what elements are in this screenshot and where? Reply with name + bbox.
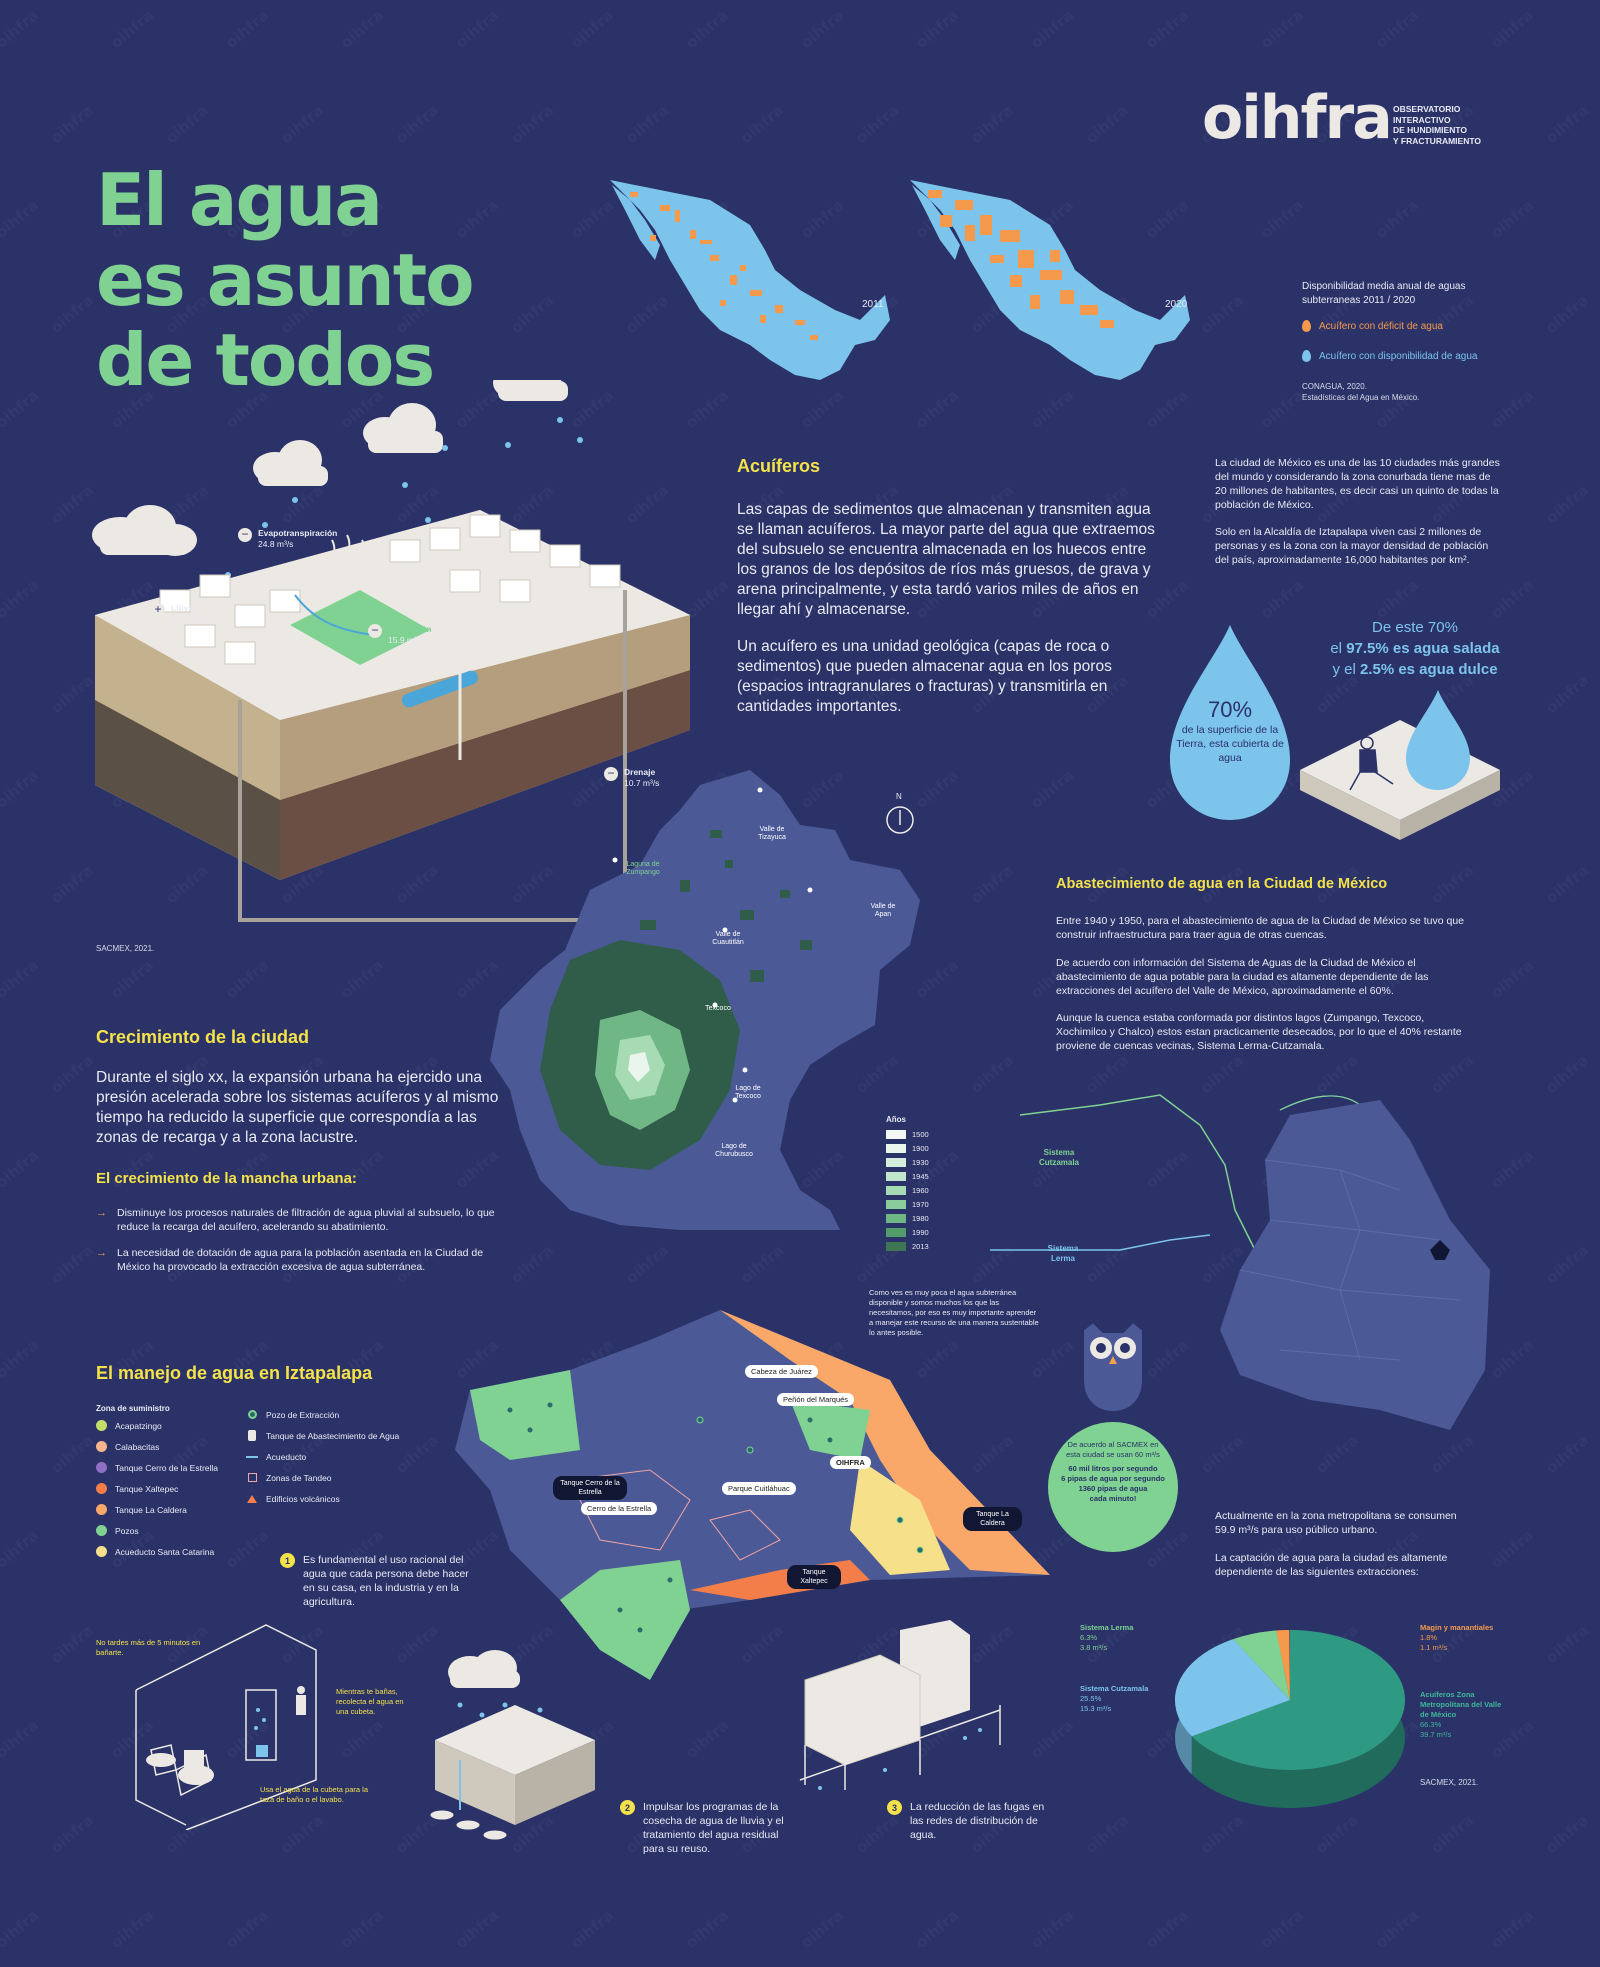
map-label-churubusco: Lago de Churubusco (715, 1143, 753, 1158)
watermark-text (47, 1051, 97, 1097)
aquifer-legend-title: Disponibilidad media anual de aguas subterraneas 2011 / 2020 (1302, 281, 1466, 306)
year-legend-row (886, 1183, 929, 1197)
drop-icon (1302, 350, 1311, 362)
zone-legend-row (96, 1436, 218, 1457)
number-three-icon: 3 (887, 1800, 902, 1815)
bath-note-2: Mientras te bañas, recolecta el agua en una cubeta. (336, 1687, 404, 1716)
watermark-text (0, 1526, 42, 1572)
watermark-text (452, 1906, 502, 1952)
iztapalapa-title: El manejo de agua en Iztapalapa (96, 1363, 373, 1383)
watermark-text (1427, 1811, 1477, 1857)
legend-available: Acuífero con disponibilidad de agua (1302, 350, 1477, 362)
iztapalapa-note: Como ves es muy poca el agua subterránea disponible y somos muchos los que las necesitamos, por eso es muy importante aprender a manejar este recurso de una manera sustentable lo antes posible. (869, 1288, 1039, 1337)
watermark-text (622, 101, 672, 147)
tandeo-icon (248, 1473, 257, 1482)
watermark-text (1542, 481, 1592, 527)
extraction-label: − Extracción 15.9 m³/s (368, 624, 431, 646)
zone-swatch (96, 1504, 107, 1515)
map-label-tizayuca: Valle de Tizayuca (758, 826, 786, 841)
watermark-text (0, 6, 42, 52)
year-2020-label: 2020 (1165, 299, 1188, 310)
zone-swatch (96, 1462, 107, 1473)
watermark-text (337, 956, 387, 1002)
owl-fact-circle: De acuerdo al SACMEX en esta ciudad se usan 60 m³/s 60 mil litros por segundo 6 pipas de agua por segundo 1360 pipas de agua cada minuto! (1048, 1422, 1178, 1552)
label-penon-marques: Peñón del Marqués (777, 1393, 854, 1406)
zone-label: Tanque Cerro de la Estrella (115, 1462, 219, 1473)
zone-swatch (96, 1525, 107, 1536)
watermark-text (1257, 576, 1307, 622)
year-legend-row (886, 1197, 929, 1211)
growth-bullets (96, 1206, 496, 1286)
well-icon (248, 1410, 257, 1419)
watermark-text (1142, 6, 1192, 52)
zone-label: Tanque Xaltepec (115, 1483, 179, 1494)
year-swatch (886, 1186, 906, 1195)
watermark-text (1487, 386, 1537, 432)
north-arrow-label: N (896, 792, 902, 801)
watermark-text (967, 101, 1017, 147)
year-label: 1500 (912, 1129, 929, 1139)
year-swatch (886, 1228, 906, 1237)
zone-swatch (96, 1483, 107, 1494)
salt-fresh-text: De este 70% el 97.5% es agua salada y el 2.5% es agua dulce (1330, 619, 1500, 678)
watermark-text (162, 101, 212, 147)
watermark-text (277, 101, 327, 147)
label-cerro-estrella: Cerro de la Estrella (581, 1502, 657, 1515)
infra-label: Pozo de Extracción (266, 1409, 340, 1420)
rain-label: + Lluvia 45.3 m³/s (151, 603, 206, 625)
minus-icon: − (604, 767, 618, 781)
evapotranspiration-label: − Evapotranspiración 24.8 m³/s (238, 528, 337, 550)
legend-deficit: Acuífero con déficit de agua (1302, 320, 1443, 332)
watermark-text (797, 6, 847, 52)
aquifer-source: CONAGUA, 2020. Estadísticas del Agua en México. (1302, 382, 1420, 402)
tip-2: 2 Impulsar los programas de la cosecha de agua de lluvia y el tratamiento del agua residual para su reuso. (620, 1800, 790, 1856)
tip-3: 3 La reducción de las fugas en las redes de distribución de agua. (887, 1800, 1057, 1842)
infrastructure-legend (246, 1404, 399, 1509)
watermark-text (1027, 6, 1077, 52)
growth-title: Crecimiento de la ciudad (96, 1027, 310, 1047)
watermark-text (107, 956, 157, 1002)
supply-paragraph-3: Aunque la cuenca estaba conformada por distintos lagos (Zumpango, Texcoco, Xochimilco y Chalco) estos estan practicamente desecados, por lo que el 40% restante proviene de cuencas vecinas, Sistema Lerma-Cutzamala. (1056, 1012, 1462, 1052)
infra-label: Edificios volcánicos (266, 1493, 340, 1504)
pie-label-lerma: Sistema Lerma 6.3% 3.8 m³/s (1080, 1623, 1134, 1652)
volcano-icon (247, 1495, 257, 1503)
city-facts-paragraph-2: Solo en la Alcaldía de Iztapalapa viven casi 2 millones de personas y es la zona con la mayor densidad de población del país, aproximadamente 16,000 habitantes por km². (1215, 526, 1489, 566)
zone-label: Acueducto Santa Catarina (115, 1546, 215, 1557)
bath-note-1: No tardes más de 5 minutos en bañarte. (96, 1638, 201, 1657)
watermark-text (852, 101, 902, 147)
pie-label-acuiferos: Acuíferos Zona Metropolitana del Valle de México 66.3% 39.7 m³/s (1420, 1690, 1502, 1739)
map-label-zumpango: Laguna de Zumpango (626, 861, 660, 876)
page-title: El agua es asunto de todos (96, 158, 473, 402)
watermark-text (1372, 196, 1422, 242)
watermark-text (1542, 861, 1592, 907)
watermark-text (452, 6, 502, 52)
zone-label: Pozos (115, 1525, 139, 1536)
watermark-text (107, 6, 157, 52)
watermark-text (1372, 576, 1422, 622)
watermark-text (1257, 386, 1307, 432)
map-label-apan: Valle de Apan (870, 903, 896, 918)
arrow-right-icon: → (96, 1247, 107, 1259)
watermark-text (912, 6, 962, 52)
aquifers-title: Acuíferos (737, 456, 821, 476)
watermark-text (1027, 766, 1077, 812)
year-label: 1945 (912, 1171, 929, 1181)
infra-legend-row (246, 1446, 399, 1467)
watermark-text (682, 6, 732, 52)
mexico-aquifer-maps (600, 170, 1220, 410)
cutzamala-label: Sistema Cutzamala (1038, 1148, 1079, 1167)
label-cabeza-juarez: Cabeza de Juárez (745, 1365, 818, 1378)
aquifers-paragraph-1: Las capas de sedimentos que almacenan y transmiten agua se llaman acuíferos. La mayor parte del agua que extraemos del subsuelo se encuentra almacenada en los huecos entre los granos de los depósitos de ríos más gruesos, de grava y arena principalmente, y esta tardó varios miles de años en llegar ahí y almacenarse. (737, 501, 1155, 618)
zone-swatch (96, 1546, 107, 1557)
label-tanque-xaltepec: Tanque Xaltepec (787, 1565, 841, 1589)
watermark-text (1542, 1431, 1592, 1477)
year-label: 1930 (912, 1157, 929, 1167)
year-swatch (886, 1158, 906, 1167)
watermark-text (507, 1241, 557, 1287)
watermark-text (0, 386, 42, 432)
map-label-lago-texcoco: Lago de Texcoco (735, 1085, 761, 1100)
watermark-text (47, 1431, 97, 1477)
watermark-text (0, 1716, 42, 1762)
year-legend-row (886, 1211, 929, 1225)
watermark-text (682, 1716, 732, 1762)
water-source-pie-chart (1160, 1610, 1420, 1830)
watermark-text (1542, 291, 1592, 337)
city-facts-paragraph-1: La ciudad de México es una de las 10 ciudades más grandes del mundo y considerando la zona conurbada tiene mas de 20 millones de habitantes, es decir casi un quinto de todas la población de México. (1215, 457, 1500, 511)
year-legend-row (886, 1169, 929, 1183)
growth-bullet: → Disminuye los procesos naturales de filtración de agua pluvial al subsuelo, lo que reduce la recarga del acuífero, acelerando su abatimiento. (96, 1207, 495, 1233)
watermark-text (567, 6, 617, 52)
watermark-text (1542, 1811, 1592, 1857)
zone-legend: Zona de suministro Acapatzingo Calabacitas Tanque Cerro de la Estrella Tanque Xaltepec Tanque La Caldera Pozos Acueducto Santa Catarina (96, 1404, 218, 1562)
watermark-text (1487, 1906, 1537, 1952)
label-tanque-caldera: Tanque La Caldera (963, 1507, 1022, 1531)
watermark-text (1257, 196, 1307, 242)
infra-label: Tanque de Abastecimiento de Agua (266, 1430, 400, 1441)
watermark-text (912, 1906, 962, 1952)
rainwater-harvest-illustration (420, 1650, 610, 1850)
drop-70-text: 70% de la superficie de la Tierra, esta cubierta de agua (1176, 697, 1284, 764)
watermark-text (1142, 1906, 1192, 1952)
number-two-icon: 2 (620, 1800, 635, 1815)
urban-growth-map (480, 770, 1020, 1240)
watermark-text (737, 101, 787, 147)
infra-legend-row (246, 1488, 399, 1509)
drainage-label: − Drenaje 10.7 m³/s (604, 767, 659, 789)
watermark-text (1027, 1906, 1077, 1952)
minus-icon: − (368, 624, 382, 638)
year-legend-row (886, 1155, 929, 1169)
zone-swatch (96, 1420, 107, 1431)
watermark-text (0, 196, 42, 242)
infra-label: Zonas de Tandeo (266, 1472, 332, 1483)
watermark-text (47, 1241, 97, 1287)
infra-legend-row (246, 1404, 399, 1425)
supply-title: Abastecimiento de agua en la Ciudad de México (1056, 876, 1388, 892)
watermark-text (1487, 196, 1537, 242)
watermark-text (222, 6, 272, 52)
watermark-text (1542, 671, 1592, 717)
watermark-text (47, 101, 97, 147)
zone-legend-row (96, 1478, 218, 1499)
year-legend-row (886, 1239, 929, 1253)
watermark-text (622, 1241, 672, 1287)
number-one-icon: 1 (280, 1553, 295, 1568)
watermark-text (0, 1336, 42, 1382)
year-swatch (886, 1242, 906, 1251)
pie-label-cutzamala: Sistema Cutzamala 25.5% 15.3 m³/s (1080, 1684, 1149, 1713)
map-label-cuautitlan: Valle de Cuautitlán (712, 931, 744, 946)
zone-swatch (96, 1441, 107, 1452)
watermark-text (1257, 6, 1307, 52)
usage-paragraph-1: Actualmente en la zona metropolitana se consumen 59.9 m³/s para uso público urbano. (1215, 1510, 1457, 1536)
usage-paragraph-2: La captación de agua para la ciudad es altamente dependiente de las siguientes extracciones: (1215, 1552, 1448, 1578)
year-label: 1970 (912, 1199, 929, 1209)
watermark-text (1542, 101, 1592, 147)
label-tanque-cerro: Tanque Cerro de la Estrella (553, 1476, 627, 1500)
watermark-text (1027, 1716, 1077, 1762)
watermark-text (0, 956, 42, 1002)
watermark-text (0, 766, 42, 812)
leak-reduction-illustration (790, 1620, 1010, 1790)
year-swatch (886, 1200, 906, 1209)
watermark-text (567, 1906, 617, 1952)
year-swatch (886, 1144, 906, 1153)
aqueduct-icon (246, 1456, 258, 1458)
watermark-text (1542, 1621, 1592, 1667)
infra-legend-row (246, 1467, 399, 1488)
years-legend: Años 1500 1900 1930 1945 1960 1970 1980 1990 2013 (886, 1115, 929, 1253)
year-swatch (886, 1130, 906, 1139)
watermark-text (107, 1906, 157, 1952)
watermark-text (47, 1811, 97, 1857)
watermark-text (507, 101, 557, 147)
watermark-text (682, 1906, 732, 1952)
supply-paragraph-2: De acuerdo con información del Sistema de Aguas de la Ciudad de México el abastecimiento de agua potable para la ciudad es altamente dependiente de las extracciones del acuífero del Valle de México, aproximadamente el 60%. (1056, 957, 1429, 997)
watermark-text (337, 1906, 387, 1952)
watermark-text (0, 1146, 42, 1192)
owl-illustration (1078, 1320, 1148, 1415)
zone-legend-row (96, 1541, 218, 1562)
watermark-text (1082, 101, 1132, 147)
supply-paragraph-1: Entre 1940 y 1950, para el abastecimiento de agua de la Ciudad de México se tuvo que construir infraestructura para traer agua de otras cuencas. (1056, 915, 1465, 941)
watermark-text (47, 1621, 97, 1667)
zone-legend-row (96, 1415, 218, 1436)
year-legend-row (886, 1127, 929, 1141)
zone-label: Tanque La Caldera (115, 1504, 187, 1515)
watermark-text (392, 101, 442, 147)
year-legend-row (886, 1141, 929, 1155)
watermark-text (222, 1526, 272, 1572)
arrow-right-icon: → (96, 1207, 107, 1219)
watermark-text (0, 1906, 42, 1952)
year-legend-row (886, 1225, 929, 1239)
year-label: 2013 (912, 1241, 929, 1251)
watermark-text (1257, 1906, 1307, 1952)
year-label: 1960 (912, 1185, 929, 1195)
cycle-source: SACMEX, 2021. (96, 944, 155, 953)
watermark-text (1487, 6, 1537, 52)
map-label-texcoco: Texcoco (705, 1005, 731, 1012)
watermark-text (337, 6, 387, 52)
mexico-map-2020 (910, 180, 1190, 380)
pie-label-magin: Magin y manantiales 1.8% 1.1 m³/s (1420, 1623, 1494, 1652)
logo-subtitle: OBSERVATORIO INTERACTIVO DE HUNDIMIENTO Y FRACTURAMIENTO (1393, 104, 1481, 146)
growth-bullet: → La necesidad de dotación de agua para la población asentada en la Ciudad de México ha provocado la extracción excesiva de agua subterránea. (96, 1247, 484, 1273)
watermark-text (222, 1906, 272, 1952)
watermark-text (1542, 1051, 1592, 1097)
watermark-text (47, 291, 97, 337)
watermark-text (737, 1241, 787, 1287)
infra-label: Acueducto (266, 1451, 307, 1462)
watermark-text (1082, 1811, 1132, 1857)
watermark-text (797, 1906, 847, 1952)
aquifers-paragraph-2: Un acuífero es una unidad geológica (capas de roca o sedimentos) que pueden almacenar agua en los poros (espacios intragranulares o fracturas) y transmitirla en cantidades importantes. (737, 638, 1112, 715)
growth-paragraph: Durante el siglo xx, la expansión urbana ha ejercido una presión acelerada sobre los sistemas acuíferos y al mismo tiempo ha reducido la superficie que correspondía a las zonas de recarga y a la zona lacustre. (96, 1069, 499, 1146)
year-label: 1990 (912, 1227, 929, 1237)
watermark-text (1542, 1241, 1592, 1287)
watermark-text (0, 576, 42, 622)
drop-icon (1302, 320, 1311, 332)
year-2011-label: 2011 (862, 299, 884, 310)
zone-label: Acapatzingo (115, 1420, 162, 1431)
infra-legend-row (246, 1425, 399, 1446)
watermark-text (1487, 1526, 1537, 1572)
label-parque-cuitlahuac: Parque Cuitláhuac (722, 1482, 796, 1495)
watermark-text (222, 956, 272, 1002)
growth-subtitle: El crecimiento de la mancha urbana: (96, 1170, 357, 1187)
watermark-text (1372, 1906, 1422, 1952)
year-swatch (886, 1172, 906, 1181)
watermark-text (1427, 861, 1477, 907)
plus-icon: + (151, 603, 165, 617)
year-label: 1900 (912, 1143, 929, 1153)
lerma-label: Sistema Lerma (1047, 1244, 1079, 1263)
mexico-map-2011 (610, 180, 890, 380)
zone-legend-row (96, 1499, 218, 1520)
zone-legend-row (96, 1457, 218, 1478)
tip-1: 1 Es fundamental el uso racional del agua que cada persona debe hacer en su casa, en la industria y en la agricultura. (280, 1553, 480, 1609)
zone-label: Calabacitas (115, 1441, 160, 1452)
zone-legend-row (96, 1520, 218, 1541)
bath-note-3: Usa el agua de la cubeta para la taza de baño o el lavabo. (260, 1785, 368, 1804)
tank-icon (248, 1430, 256, 1441)
usage-source: SACMEX, 2021. (1420, 1778, 1479, 1787)
minus-icon: − (238, 528, 252, 542)
watermark-text (1372, 6, 1422, 52)
label-oihfra: OIHFRA (830, 1456, 871, 1469)
watermark-text (1487, 956, 1537, 1002)
year-swatch (886, 1214, 906, 1223)
year-label: 1980 (912, 1213, 929, 1223)
watermark-text (1487, 576, 1537, 622)
oihfra-logo[interactable]: oihfra (1202, 83, 1391, 153)
